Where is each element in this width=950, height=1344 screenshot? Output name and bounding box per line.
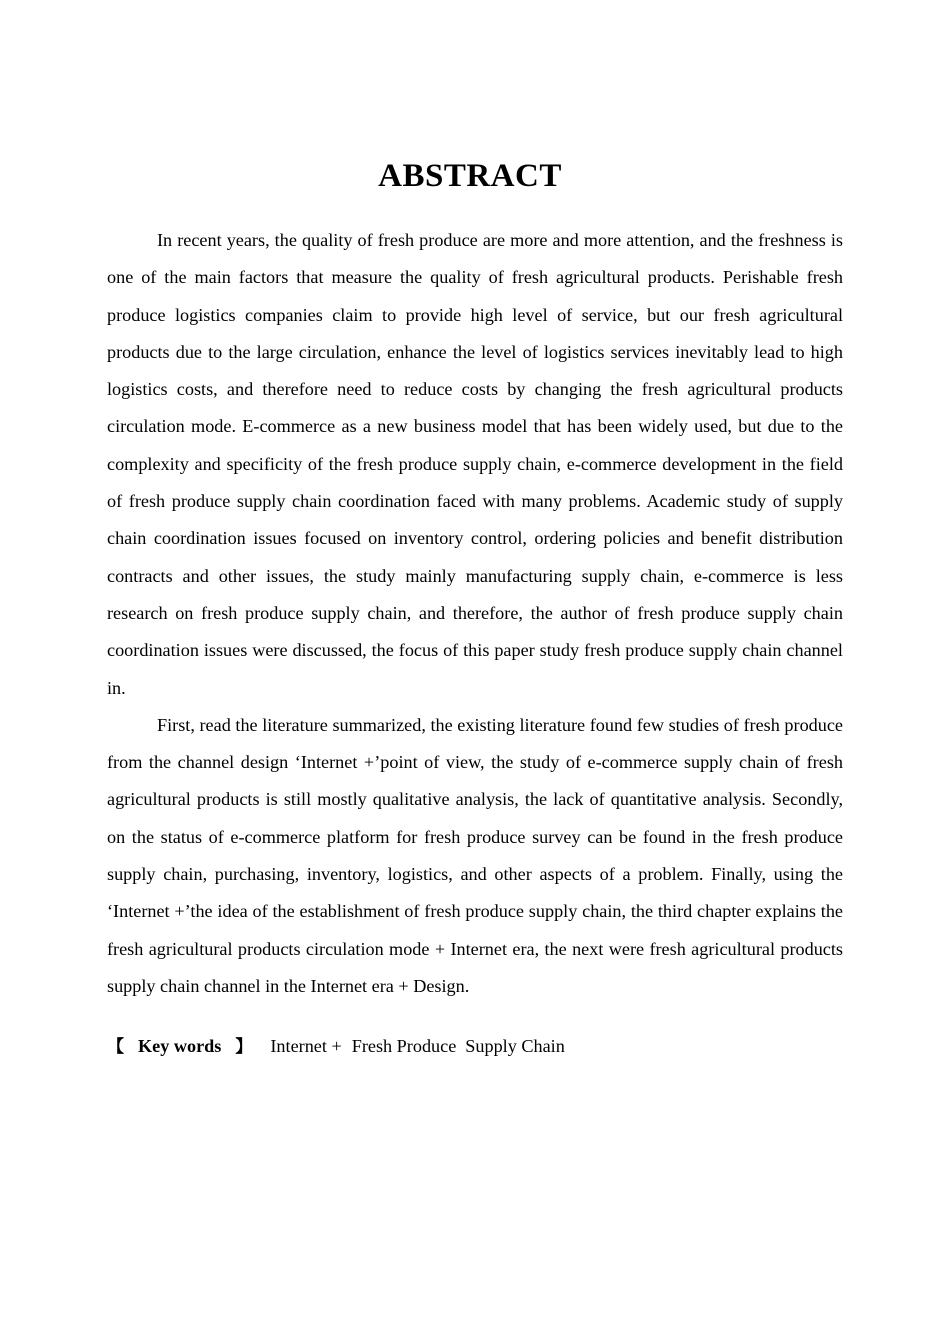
keyword-internet-plus: Internet + [270,1036,342,1056]
keywords-label: Key words [138,1036,222,1056]
abstract-title: ABSTRACT [378,158,562,194]
keyword-fresh-produce: Fresh Produce [351,1036,457,1056]
abstract-body [107,222,843,1005]
abstract-paragraph-2: First, read the literature summarized, the existing literature found few studies of fresh produce from the channel design ‘Internet +’point of view, the study of e-commerce supply chain of fresh agricultural products is still mostly qualitative analysis, the lack of quantitative analysis. Secondly, on the status of e-commerce platform for fresh produce survey can be found in the fresh produce supply chain, purchasing, inventory, logistics, and other aspects of a problem. Finally, using the ‘Internet +’the idea of the establishment of fresh produce supply chain, the third chapter explains the fresh agricultural products circulation mode + Internet era, the next were fresh agricultural products supply chain channel in the Internet era + Design. [107,714,843,996]
keywords-close-bracket: 】 [235,1037,253,1057]
abstract-paragraph-1: In recent years, the quality of fresh produce are more and more attention, and the freshness is one of the main factors that measure the quality of fresh agricultural products. Perishable fresh produce logistics companies claim to provide high level of service, but our fresh agricultural products due to the large circulation, enhance the level of logistics services inevitably lead to high logistics costs, and therefore need to reduce costs by changing the fresh agricultural products circulation mode. E-commerce as a new business model that has been widely used, but due to the complexity and specificity of the fresh produce supply chain, e-commerce development in the field of fresh produce supply chain coordination faced with many problems. Academic study of supply chain coordination issues focused on inventory control, ordering policies and benefit distribution contracts and other issues, the study mainly manufacturing supply chain, e-commerce is less research on fresh produce supply chain, and therefore, the author of fresh produce supply chain coordination issues were discussed, the focus of this paper study fresh produce supply chain channel in. [107,230,843,698]
keyword-supply-chain: Supply Chain [465,1036,565,1056]
keywords-line [107,1030,843,1063]
keywords-open-bracket: 【 [107,1037,124,1057]
